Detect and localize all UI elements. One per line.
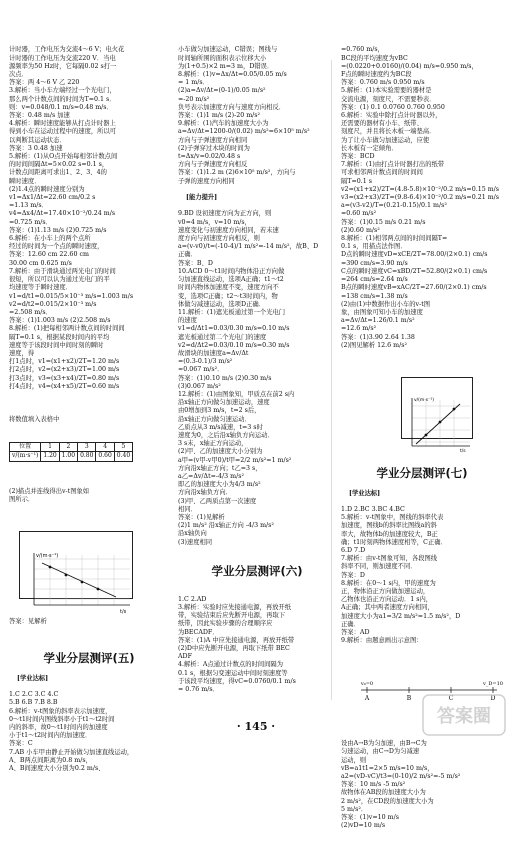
text-line: 6.解析：实验中除打点计时器以外， (341, 112, 442, 120)
text-line: BC段的平均速度为vBC (341, 54, 408, 62)
diagram-speed-label: v_D=10 (483, 681, 503, 688)
text-line: 1.D 2.BC 3.BC 4.BC (341, 505, 405, 513)
text-line: 源频率为50 Hz时，它每隔0.02 s打一 (9, 62, 117, 70)
text-line: 答案：3 0.48 加速 (9, 144, 63, 152)
text-line: 11.解析：(1)遮光板通过第一个光电门 (178, 308, 286, 316)
graph-ylabel: v/(m·s⁻¹) (36, 552, 59, 559)
text-line: 度方向与初速度方向相反，则 (178, 235, 260, 243)
data-point (49, 565, 52, 568)
text-line: 乙物体也沿正方向运动．1 s内， (341, 596, 433, 604)
text-line: 2 m/s²，在CD段的加速度大小为 (341, 797, 434, 805)
text-line: 故滑块的加速度a=Δv/Δt (178, 349, 249, 357)
text-line: 0～t1时间内图线斜率小于t1～t2时间 (9, 715, 115, 723)
text-line: A、B两点间距离为0.8 m/s， (9, 756, 92, 764)
vt-graph-left-svg (20, 549, 132, 615)
graph-xlabel: t/s (120, 608, 127, 615)
ability-tag: [能力提升] (186, 194, 218, 202)
section-tag: [学业达标] (349, 489, 381, 497)
text-line: 答案：AD (341, 629, 370, 636)
watermark-logo-svg (422, 694, 506, 736)
text-line: 速度为0，之后沿x轴负方向运动． (178, 431, 274, 439)
watermark-text: 答案圈 (437, 706, 491, 727)
text-line: 答案：(1)v=10 m/s (341, 814, 399, 822)
text-line: (2)D中应先断开电源，再取下纸带 BEC (178, 645, 290, 653)
data-point (97, 587, 100, 590)
text-line: 乙质点从3 m/s减速，t=3 s时 (178, 423, 263, 431)
text-line: 答案：(1)见解析 (178, 513, 225, 521)
column-middle (178, 30, 336, 711)
text-line: 8.解析：(1)相邻两点间的时间间隔T= (341, 235, 448, 243)
text-line: 加速度，图线b的斜率比图线a的斜 (341, 522, 437, 530)
text-line: 8.解析：(1)把每相邻两计数点间的时间间 (9, 325, 125, 333)
text-line: 故物体在AB段的加速度大小为 (341, 789, 426, 797)
text-line: 答案：两 4～6 V 乙 220 (9, 79, 80, 87)
text-line: 可求相邻两计数点间的时间间 (341, 169, 423, 177)
text-line: 9.解析：由题意画出示意图： (341, 637, 423, 645)
table-header-cell: 5 (114, 443, 132, 452)
text-line: 沿x轴正方向做匀加速运动，速度 (178, 399, 270, 407)
text-line: 答案：10 m/s -5 m/s² (341, 781, 406, 789)
text-line: a乙=Δv/Δt=-4/3 m/s² (178, 472, 245, 480)
text-line: 12.解析：(1)由图象知，甲质点在前2 s内 (178, 390, 295, 398)
text-line: v1=Δx1/Δt=22.60 cm/0.2 s (9, 194, 96, 202)
text-line: 4.解析：A点通过计数点的时间间隔为 (178, 661, 284, 669)
text-line: 以判断其运动状态． (9, 136, 66, 144)
text-line: v4=Δx4/Δt=17.40×10⁻²/0.24 m/s (9, 210, 116, 218)
text-line: 计数点间距离可求出1、2、3、4的 (9, 169, 107, 177)
text-line: v2=(x1+x2)/2T=(4.8-5.8)×10⁻²/0.2 m/s=0.15 m/s (341, 185, 500, 193)
col2-bottom-text (178, 596, 336, 694)
text-line: 答案：(1)0.10 m/s (2)0.30 m/s (178, 374, 272, 382)
watermark-logo (422, 694, 506, 736)
text-line: 交流电源，刻度尺，不需要秒表． (341, 95, 436, 103)
text-line: a=(v3-v2)/T=(0.21-0.15)/0.1 m/s² (341, 202, 447, 210)
text-line: 方向与子弹速度方向相同 (178, 136, 248, 144)
velocity-table (9, 442, 133, 461)
text-line: =0.725 m/s． (9, 218, 52, 226)
text-line: ADF (178, 653, 192, 661)
text-line: 正，物体沿正方向做加速运动， (341, 587, 430, 595)
text-line: 答案：0.48 m/s 加速 (9, 112, 70, 120)
graph-grid (412, 400, 470, 446)
text-line: 0.1 s，用描点法作图． (341, 243, 407, 251)
text-line: 5 m/s²． (341, 805, 368, 813)
data-point (453, 408, 456, 411)
text-line: (2)子弹穿过木块的时间为 (178, 144, 250, 152)
col3-end-text (341, 740, 503, 830)
text-line: D点的瞬时速度vD=xCE/2T=78.00/(2×0.1) cm/s (341, 251, 488, 259)
data-point (425, 434, 428, 437)
text-line: 计时器的工作电压为交流220 V．当电 (9, 54, 116, 62)
text-line: 刻度尺，并且将长木板一端垫高． (341, 128, 436, 136)
text-line: 1.C 2.AD (178, 595, 207, 603)
text-line: a2=(vD-vC)/t3=(0-10)/2 m/s²=-5 m/s² (341, 773, 461, 781)
text-line: (3)速度相同 (178, 538, 213, 546)
text-line: 由0增加到3 m/s，t=2 s后， (178, 407, 261, 415)
text-line: 4.解析：瞬时速度能够从打点计时器上 (9, 120, 116, 128)
text-line: 6.解析：在小车上的两个点所 (9, 235, 91, 243)
col2-top-text (178, 46, 336, 185)
table-row (10, 452, 133, 461)
text-line: 隔T=0.1 s，根据某段时间内的平均 (9, 333, 110, 341)
text-line: 率大，故物体b的加速度较大，B正 (341, 530, 438, 538)
text-line: =264 cm/s=2.64 m/s (341, 276, 408, 284)
text-line: 3 s末，x轴正方向运动， (178, 440, 248, 448)
text-line: =-20 m/s² (178, 95, 210, 103)
col1-top-text (9, 46, 169, 391)
text-line: 小于t1～t2时间内的加速度． (9, 732, 92, 740)
text-line: 时间内物体加速度不变，速度方向不 (178, 284, 279, 292)
text-line: 答案：(1)0.15 m/s 0.21 m/s (341, 218, 426, 226)
text-line: 方向沿x轴负方向． (178, 489, 232, 497)
text-line: =12.6 m/s² (341, 325, 377, 333)
vt-graph-right-svg (402, 394, 472, 454)
text-line: 3.解析：实验时应先接通电源，再放开纸 (178, 604, 292, 612)
text-line: 30.00 cm 0.625 m/s (9, 259, 72, 267)
text-line: 答案：(1)1 m/s (2)-20 m/s² (178, 112, 261, 120)
text-line: =(0.0220+0.0160)/(0.04) m/s=0.950 m/s， (341, 62, 478, 70)
text-line: a=(v-v0)/t=(-10-4)/1 m/s²=-14 m/s²，故B、D (178, 243, 319, 251)
text-line: 长木板有一定倾角． (341, 144, 398, 152)
text-line: 8.解析：在0～1 s内，甲的速度为 (341, 579, 436, 587)
text-line: 答案：BCD (341, 153, 375, 161)
text-line: 9.BD 设初速度方向为正方向，则 (178, 210, 272, 218)
text-line: 7.解析：(1)由打点计时器打出的纸带 (341, 161, 445, 169)
table-header-cell: 位置 (10, 443, 41, 452)
text-line: 7.解析：由v-t图象可知，各段图线 (341, 555, 438, 563)
text-line: 图所示． (9, 496, 35, 504)
text-line: 7.AB 小车甲由静止开始做匀加速直线运动， (9, 748, 134, 756)
text-line: 5.解析：(1)从O点开始每相邻计数点间 (9, 153, 118, 161)
text-line: 方向沿x轴正方向；t乙=3 s， (178, 464, 262, 472)
section-heading-5: 学业分层测评(五) (43, 651, 135, 666)
data-point (439, 421, 442, 424)
text-line: 6.D 7.D (341, 546, 366, 554)
table-cell: 0.60 (96, 452, 114, 461)
section-heading-6: 学业分层测评(六) (211, 564, 303, 579)
page-number: · 145 · (236, 720, 276, 733)
table-cell: 0.80 (78, 452, 96, 461)
text-line: vB=a1t1=2×5 m/s=10 m/s， (341, 764, 434, 772)
text-line: 答案：B、D (178, 259, 213, 267)
text-line: 答案：(1) 0.1 0.0760 0.760 0.950 (341, 103, 445, 111)
diagram-point-label: D (490, 695, 496, 703)
text-line: =0.760 m/s， (341, 46, 384, 54)
text-line: 确；t1时刻两物体速度相等，C正确． (341, 538, 447, 546)
col2-mid-text (178, 210, 336, 546)
text-line: C点的瞬时速度vC=xBD/2T=52.80/(2×0.1) cm/s (341, 267, 488, 275)
text-line: 沿x轴负向 (178, 530, 207, 538)
text-line: 带，实验结束后应先断开电源，再取下 (178, 612, 286, 620)
text-line: 6.解析：v-t图象的斜率表示加速度， (9, 707, 112, 715)
text-line: (2)由(1)中数据作出小车的v-t图 (341, 300, 431, 308)
text-line: B点的瞬时速度vB=xAC/2T=27.60/(2×0.1) cm/s (341, 284, 487, 292)
text-line: a=Δv/Δt=1200-0/(0.02) m/s²=6×10⁵ m/s² (178, 128, 310, 136)
text-line: ≈0.067 m/s²． (178, 366, 224, 374)
text-line: 打1点时，v1=(x1+x2)/2T=1.20 m/s (9, 358, 120, 366)
text-line: (3)0.067 m/s² (178, 382, 221, 390)
text-line: 即乙的加速度大小为4/3 m/s² (178, 481, 261, 489)
text-line: 负号表示加速度方向与速度方向相反． (178, 103, 286, 111)
text-line: 匀速运动，由C→D为匀减速 (341, 748, 420, 756)
table-cell: 1.20 (41, 452, 59, 461)
text-line: 8.解析：(1)v=Δx/Δt=0.05/0.05 m/s (178, 71, 287, 79)
text-line: 打4点时，v4=(x4+x5)/2T=0.60 m/s (9, 382, 120, 390)
text-line: 5.解析：v-t图象中，图线的斜率代表 (341, 514, 444, 522)
data-point (81, 580, 84, 583)
text-line: 答案：(1)1.13 m/s (2)0.725 m/s (9, 226, 107, 234)
trend-line (42, 563, 116, 597)
text-line: 答案：D (341, 571, 365, 579)
text-line: (2)图见解析 12.6 m/s² (341, 341, 407, 349)
section-tag: [学业达标] (17, 674, 49, 682)
graph-grid (34, 552, 130, 605)
text-line: v2=d/Δt2=0.03/0.10 m/s=0.30 m/s (178, 341, 290, 349)
text-line: 答案：(1)3.90 2.64 1.38 (341, 333, 415, 341)
text-line: 1.C 2.C 3.C 4.C (9, 691, 59, 699)
text-line: = 0.76 m/s． (178, 686, 219, 694)
text-line: (2)1.4点的瞬时速度分别为 (9, 185, 85, 193)
text-line: 小车做匀加速运动，C错误；图线与 (178, 46, 278, 54)
text-line: 5.解析：(1)本实验需要的器材是 (341, 87, 432, 95)
text-line: =390 cm/s=3.90 m/s (341, 259, 408, 267)
text-line: t=Δx/v=0.02/0.48 s (178, 153, 241, 161)
table-header-cell: 4 (96, 443, 114, 452)
text-line: 均速度等于瞬时速度． (9, 284, 72, 292)
diagram-speed-label: v₀=0 (360, 681, 374, 688)
text-line: 体做匀减速运动，选项D正确． (178, 300, 265, 308)
text-line: 遮光板通过第二个光电门的速度 (178, 333, 267, 341)
text-line: 时间轴所围的面积表示位移大小 (178, 54, 267, 62)
text-line: 速度变化与初速度方向相同，若末速 (178, 226, 279, 234)
text-line: 为BECADF． (178, 628, 219, 636)
text-line: A、B间速度大小分别为0.2 m/s、 (9, 765, 105, 773)
text-line: 10.ACD 0～t1时间内物体沿正方向做 (178, 267, 285, 275)
text-line: (3)甲、乙两质点第一次速度 (178, 497, 257, 505)
text-line: v2=d/t2=0.015/2×10⁻³ m/s (9, 300, 97, 308)
text-line: 答案：0.760 m/s 0.950 m/s (341, 79, 425, 87)
text-line: 相同． (178, 505, 197, 513)
text-line: =1.13 m/s． (9, 202, 48, 210)
text-line: 斜率不同，则加速度不同． (341, 563, 417, 571)
text-line: 0.1 s，根据匀变速运动中间时刻速度等 (178, 669, 288, 677)
text-line: 答案：C (9, 740, 33, 748)
text-line: 经过的时间为一个点的瞬时速度， (9, 243, 104, 251)
diagram-point-label: A (364, 695, 370, 703)
section-heading-7: 学业分层测评(七) (376, 466, 468, 481)
col1-mid-text (9, 488, 169, 504)
table-header-cell: 3 (78, 443, 96, 452)
text-line: 方向与子弹速度方向相反 (178, 161, 248, 169)
text-line: 3.解析：当小车左端经过一个光电门， (9, 87, 116, 95)
text-line: 的时间间隔Δt=5×0.02 s=0.1 s， (9, 161, 109, 169)
text-line: 为了让小车做匀加速运动，应使 (341, 136, 430, 144)
text-line: =0.60 m/s² (341, 210, 377, 218)
text-line: F点的瞬时速度约为BC段 (341, 71, 412, 79)
text-line: 得到小车在运动过程中的速度，所以可 (9, 128, 117, 136)
text-line: =(0.3-0.1)/3 m/s² (178, 358, 233, 366)
text-line: (2)vD=10 m/s (341, 822, 386, 830)
graph-ylabel: v/(m·s⁻¹) (414, 397, 435, 403)
text-line: 次点． (9, 71, 28, 79)
text-line: 计时器，工作电压为交流4～6 V；电火花 (9, 46, 125, 54)
text-line: (2)描点并连线得出v-t图象如 (9, 488, 90, 496)
text-line: =138 cm/s=1.38 m/s (341, 292, 408, 300)
text-line: 还需要的器材有小车、纸带、 (341, 120, 423, 128)
text-line: (2)1 m/s² 沿x轴正方向 -4/3 m/s² (178, 522, 274, 530)
column-left (9, 30, 169, 790)
text-line: = 1 m/s． (178, 79, 209, 87)
diagram-point-label: B (406, 695, 412, 703)
text-line: 隔T=0.1 s (341, 177, 373, 185)
text-line: v1=d/t1=0.015/5×10⁻³ m/s=1.003 m/s (9, 292, 134, 300)
text-line: A正确；其中两者速度方向相同， (341, 604, 434, 612)
text-line: a甲=(v甲-v甲0)/t甲=2/2 m/s²=1 m/s² (178, 456, 292, 464)
text-line: 速度，得 (9, 349, 35, 357)
text-line: 正确． (178, 251, 197, 259)
table-cell: 0.40 (114, 452, 132, 461)
text-line: 的速度 (178, 317, 197, 325)
text-line: 很短，所以可以认为通过光电门的平 (9, 276, 110, 284)
text-line: v1=d/Δt1=0.03/0.30 m/s=0.10 m/s (178, 325, 290, 333)
text-line: 则：v=0.048/0.1 m/s=0.48 m/s． (9, 103, 113, 111)
text-line: 打2点时，v2=(x2+x3)/2T=1.00 m/s (9, 366, 120, 374)
text-line: 匀加速直线运动，选项A正确；t1～t2 (178, 276, 284, 284)
text-line: 设由A→B为匀加速，由B→C为 (341, 740, 427, 748)
table-header-cell: 1 (41, 443, 59, 452)
col3-bottom-text (341, 506, 503, 645)
text-line: 9.解析：(1)汽车的加速度大小为 (178, 120, 269, 128)
vt-graph-right (401, 377, 473, 454)
diagram-point-label: C (448, 695, 454, 703)
text-line: =2.508 m/s． (9, 308, 52, 316)
text-line: 正确． (341, 620, 360, 628)
text-line: 于该段平均速度，得vC=0.0760/0.1 m/s (178, 677, 296, 685)
text-line: 那么两个计数点间的时间为T=0.1 s． (9, 95, 116, 103)
text-line: 运动，则 (341, 756, 367, 764)
text-line: 5.B 6.B 7.B 8.B (9, 699, 58, 707)
text-line: 子弹的速度方向相同 (178, 177, 235, 185)
text-line: 变，选项C正确；t2～t3时间内，物 (178, 292, 278, 300)
text-line: (2)a=Δv/Δt=(0-1)/0.05 m/s² (178, 87, 266, 95)
text-line: 象，由图象可知小车的加速度 (341, 308, 423, 316)
text-line: 打3点时，v3=(x3+x4)/2T=0.80 m/s (9, 374, 120, 382)
data-point (65, 573, 68, 576)
text-line: 7.解析：由于滑块通过两光电门的时间 (9, 267, 116, 275)
text-line: (2)0.60 m/s² (341, 226, 380, 234)
graph-answer: 答案：见解析 (9, 617, 47, 625)
text-line: 沿x轴正方向做匀速运动． (178, 415, 251, 423)
col3-top-text (341, 46, 503, 350)
text-line: 答案：(1)1.003 m/s (2)2.508 m/s (9, 317, 111, 325)
text-line: (2)甲、乙的加速度大小分别为 (178, 448, 263, 456)
table-row (10, 443, 133, 452)
text-line: 内的斜率，故0～t1时间内的加速度 (9, 724, 108, 732)
text-line: 瞬时速度． (9, 177, 41, 185)
text-line: 答案：(1)A 中应先接通电源，再放开纸带 (178, 636, 295, 644)
table-row-label: v/(m·s⁻¹) (10, 452, 41, 461)
text-line: v0=4 m/s，v=10 m/s， (178, 218, 251, 226)
text-line: 加速度大小为a1=3/2 m/s²=1.5 m/s²，D (341, 612, 461, 620)
graph-xlabel: t/s (460, 448, 466, 454)
text-line: 答案：12.60 cm 22.60 cm (9, 251, 89, 259)
table-header-cell: 2 (59, 443, 77, 452)
table-cell: 1.00 (59, 452, 77, 461)
text-line: 为(1+0.5)×2 m=3 m，D错误． (178, 62, 274, 70)
text-line: a=Δv/Δt=1.26/0.1 m/s² (341, 317, 415, 325)
table-caption: 将数值填入表格中 (9, 415, 60, 423)
vt-graph-left (19, 531, 133, 615)
text-line: v3=(x2+x3)/2T=(9.8-6.4)×10⁻²/0.2 m/s=0.21 m/s (341, 194, 500, 202)
text-line: 答案：(1)1.2 m (2)6×10⁵ m/s²，方向与 (178, 169, 296, 177)
text-line: 纸带，因此实验步骤的合理顺序应 (178, 620, 273, 628)
text-line: 速度等于该段时间中间时刻的瞬时 (9, 341, 104, 349)
